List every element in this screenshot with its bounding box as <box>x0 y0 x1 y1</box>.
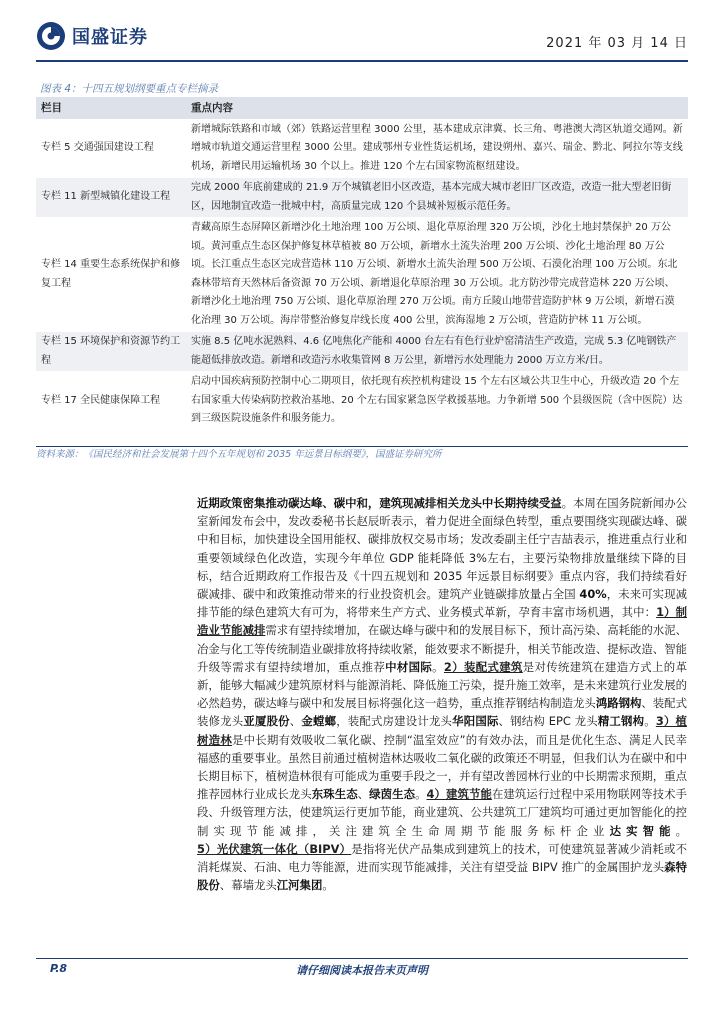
page-number: P.8 <box>50 962 68 975</box>
brand-logo-icon <box>36 21 66 51</box>
row-content: 新增城际铁路和市域（郊）铁路运营里程 3000 公里，基本建成京津冀、长三角、粤港澳大湾区轨道交通网。新增城市轨道交通运营里程 3000 公里。建成鄂州专业性货运机场，建设朔州、嘉兴、瑞金、黔北、阿拉尔等支线机场，新增民用运输机场 30 个以上。推进 120 个左右国家物流枢纽建设。 <box>186 119 688 178</box>
company-name: 达实智能 <box>609 823 676 838</box>
row-section: 专栏 15 环境保护和资源节约工程 <box>36 332 186 372</box>
text-run: 。 <box>644 714 656 729</box>
column-header-content: 重点内容 <box>186 97 688 119</box>
company-name: 华阳国际 <box>452 714 499 729</box>
text-run: 、钢结构 EPC 龙头 <box>498 714 598 729</box>
table-row <box>36 372 688 430</box>
company-name: 绿茵生态 <box>369 787 416 802</box>
company-name: 金螳螂 <box>301 714 337 729</box>
company-name: 江河集团 <box>276 878 323 893</box>
header-divider <box>36 60 688 62</box>
text-run: 需求有望持续增加，在碳达峰与碳中和的发展目标下，预计高污染、高耗能的水泥、冶金与化工等传统制造业碳排放将持续收紧，能效要求不断提升，相关节能改造、提标改造、智能升级等需求有望持续增加，重点推荐 <box>197 623 687 674</box>
brand-name: 国盛证券 <box>72 27 148 48</box>
emphasis-number: 40% <box>579 587 607 602</box>
row-section: 专栏 5 交通强国建设工程 <box>36 119 186 178</box>
item-label: 1）制造业节能减排 <box>197 605 687 638</box>
text-run: 。 <box>415 787 427 802</box>
text-run: ，未来可实现减排节能的绿色建筑大有可为，将带来生产方式、业务模式革新，孕育丰富市场机遇，其中： <box>197 587 687 620</box>
company-name: 森特股份 <box>197 860 687 893</box>
row-content: 完成 2000 年底前建成的 21.9 万个城镇老旧小区改造，基本完成大城市老旧厂区改造，改造一批大型老旧街区，因地制宜改造一批城中村，高质量完成 120 个县城补短板示范任务。 <box>186 178 688 218</box>
row-content: 启动中国疾病预防控制中心二期项目，依托现有疾控机构建设 15 个左右区域公共卫生中心，升级改造 20 个左右国家重大传染病防控救治基地、20 个左右国家紧急医学救援基地。力争新增 500 个县级医院（含中医院）达到三级医院设施条件和服务能力。 <box>186 372 688 430</box>
row-section: 专栏 11 新型城镇化建设工程 <box>36 178 186 218</box>
row-content: 青藏高原生态屏障区新增沙化土地治理 100 万公顷、退化草原治理 320 万公顷，沙化土地封禁保护 20 万公顷。黄河重点生态区保护修复林草植被 80 万公顷，新增水土流失治理 200 万公顷、沙化土地治理 80 万公顷。长江重点生态区完成营造林 110 万公顷、新增水土流失治理 500 万公顷、石漠化治理 100 万公顷。东北森林带培育天然林后备资源 70 万公顷、新增退化草原治理 30 万公顷。北方防沙带完成营造林 220 万公顷、新增沙化土地治理 750 万公顷、退化草原治理 270 万公顷。南方丘陵山地带营造防护林 9 万公顷，新增石漠化治理 30 万公顷。海岸带整治修复岸线长度 400 公里，滨海湿地 2 万公顷，营造防护林 11 万公顷。 <box>186 218 688 332</box>
company-name: 中材国际 <box>385 659 433 674</box>
text-run: 、装配式装修龙头 <box>197 696 687 729</box>
text-run: 是对传统建筑在建造方式上的革新，能够大幅减少建筑原材料与能源消耗、降低施工污染，提升施工效率，是未来建筑行业发展的必然趋势，碳达峰与碳中和发展目标将强化这一趋势，重点推荐钢结构制造龙头 <box>197 659 687 711</box>
text-run: 。 <box>675 823 687 838</box>
text-run: 、 <box>289 714 302 729</box>
table-row <box>36 332 688 372</box>
text-run: 在建筑运行过程中采用物联网等技术手段、升级管理方法，使建筑运行更加节能，商业建筑、公共建筑工厂建筑均可通过更加智能化的控制实现节能减排，关注建筑全生命周期节能服务标杆企业 <box>197 787 687 838</box>
item-label: 3）植树造林 <box>197 714 687 747</box>
text-run: 是中长期有效吸收二氧化碳、控制“温室效应”的有效办法，而且是优化生态、满足人民幸福感的重要事业。虽然目前通过植树造林达吸收二氧化碳的政策还不明显，但我们认为在碳中和中长期目标下，植树造林很有可能成为重要手段之一，并有望改善园林行业的中长期需求预期，重点推荐园林行业成长龙头 <box>197 732 687 802</box>
company-name: 亚厦股份 <box>243 714 290 729</box>
text-run: 、幕墙龙头 <box>219 878 277 893</box>
column-header-section: 栏目 <box>36 97 186 119</box>
company-name: 东珠生态 <box>311 787 358 802</box>
item-label: 5）光伏建筑一体化（BIPV） <box>197 841 352 856</box>
paragraph-lead: 近期政策密集推动碳达峰、碳中和，建筑现减排相关龙头中长期持续受益 <box>197 496 562 510</box>
text-run: 、 <box>357 787 370 802</box>
text-run: 。 <box>432 659 444 674</box>
row-section: 专栏 17 全民健康保障工程 <box>36 372 186 430</box>
body-paragraph <box>197 494 687 894</box>
table-header-row <box>36 97 688 119</box>
row-section: 专栏 14 重要生态系统保护和修复工程 <box>36 218 186 332</box>
footer-disclaimer: 请仔细阅读本报告末页声明 <box>296 964 428 977</box>
table-row <box>36 218 688 332</box>
item-label: 2）装配式建筑 <box>443 659 523 674</box>
policy-table <box>36 97 688 430</box>
text-run: 。本周在国务院新闻办公室新闻发布会中，发改委秘书长赵辰昕表示，着力促进全面绿色转型，重点要围绕实现碳达峰、碳中和目标，加快建设全国用能权、碳排放权交易市场；发改委副主任宁吉喆表示，推进重点行业和重要领域绿色化改造，实现今年单位 GDP 能耗降低 3%左右，主要污染物排放量继续下降的目标，结合近期政府工作报告及《十四五规划和 2035 年远景目标纲要》重点内容，我们持续看好碳减排、碳中和政策推动带来的行业投资机会。建筑产业链碳排放量占全国 <box>197 496 687 602</box>
brand-logo <box>36 18 148 54</box>
table-row <box>36 178 688 218</box>
report-date: 2021 年 03 月 14 日 <box>546 36 688 51</box>
text-run: 是指将光伏产品集成到建筑上的技术，可使建筑显著减少消耗或不消耗煤炭、石油、电力等能源，进而实现节能减排，关注有望受益 BIPV 推广的金属围护龙头 <box>197 841 687 875</box>
page-header <box>36 18 688 58</box>
company-name: 精工钢构 <box>597 714 645 729</box>
footer-divider <box>36 958 688 959</box>
figure-source: 资料来源：《国民经济和社会发展第十四个五年规划和 2035 年远景目标纲要》，国盛证券研究所 <box>36 449 442 460</box>
table-row <box>36 119 688 178</box>
row-content: 实施 8.5 亿吨水泥熟料、4.6 亿吨焦化产能和 4000 台左右有色行业炉窑清洁生产改造，完成 5.3 亿吨钢铁产能超低排放改造。新增和改造污水收集管网 8 万公里，新增污水处理能力 2000 万立方米/日。 <box>186 332 688 372</box>
item-label: 4）建筑节能 <box>426 787 492 802</box>
text-run: ，装配式房建设计龙头 <box>336 714 453 729</box>
text-run: 。 <box>322 878 334 893</box>
company-name: 鸿路钢构 <box>595 696 642 711</box>
figure-title: 图表 4：十四五规划纲要重点专栏摘录 <box>40 83 219 95</box>
